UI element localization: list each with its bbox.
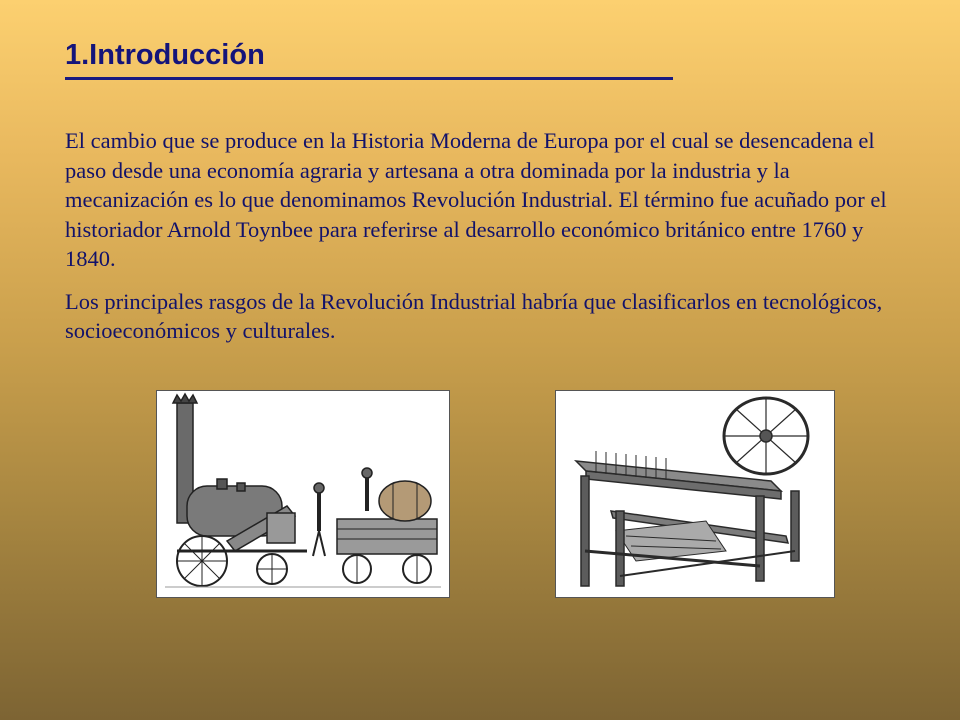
spinning-jenny-image [555, 390, 835, 598]
slide-body [65, 126, 905, 359]
paragraph-features: Los principales rasgos de la Revolución Industrial habría que clasificarlos en tecnológicos, socioeconómicos y culturales. [65, 288, 883, 343]
title-underline [65, 77, 673, 80]
paragraph-intro: El cambio que se produce en la Historia Moderna de Europa por el cual se desencadena el paso desde una economía agraria y artesana a otra dominada por la industria y la mecanización es lo que denominamos Revolución Industrial. El término fue acuñado por el historiador Arnold Toynbee para referirse al desarrollo económico británico entre 1760 y 1840. [65, 128, 887, 271]
locomotive-image [156, 390, 450, 598]
slide-title: 1.Introducción [65, 39, 265, 71]
